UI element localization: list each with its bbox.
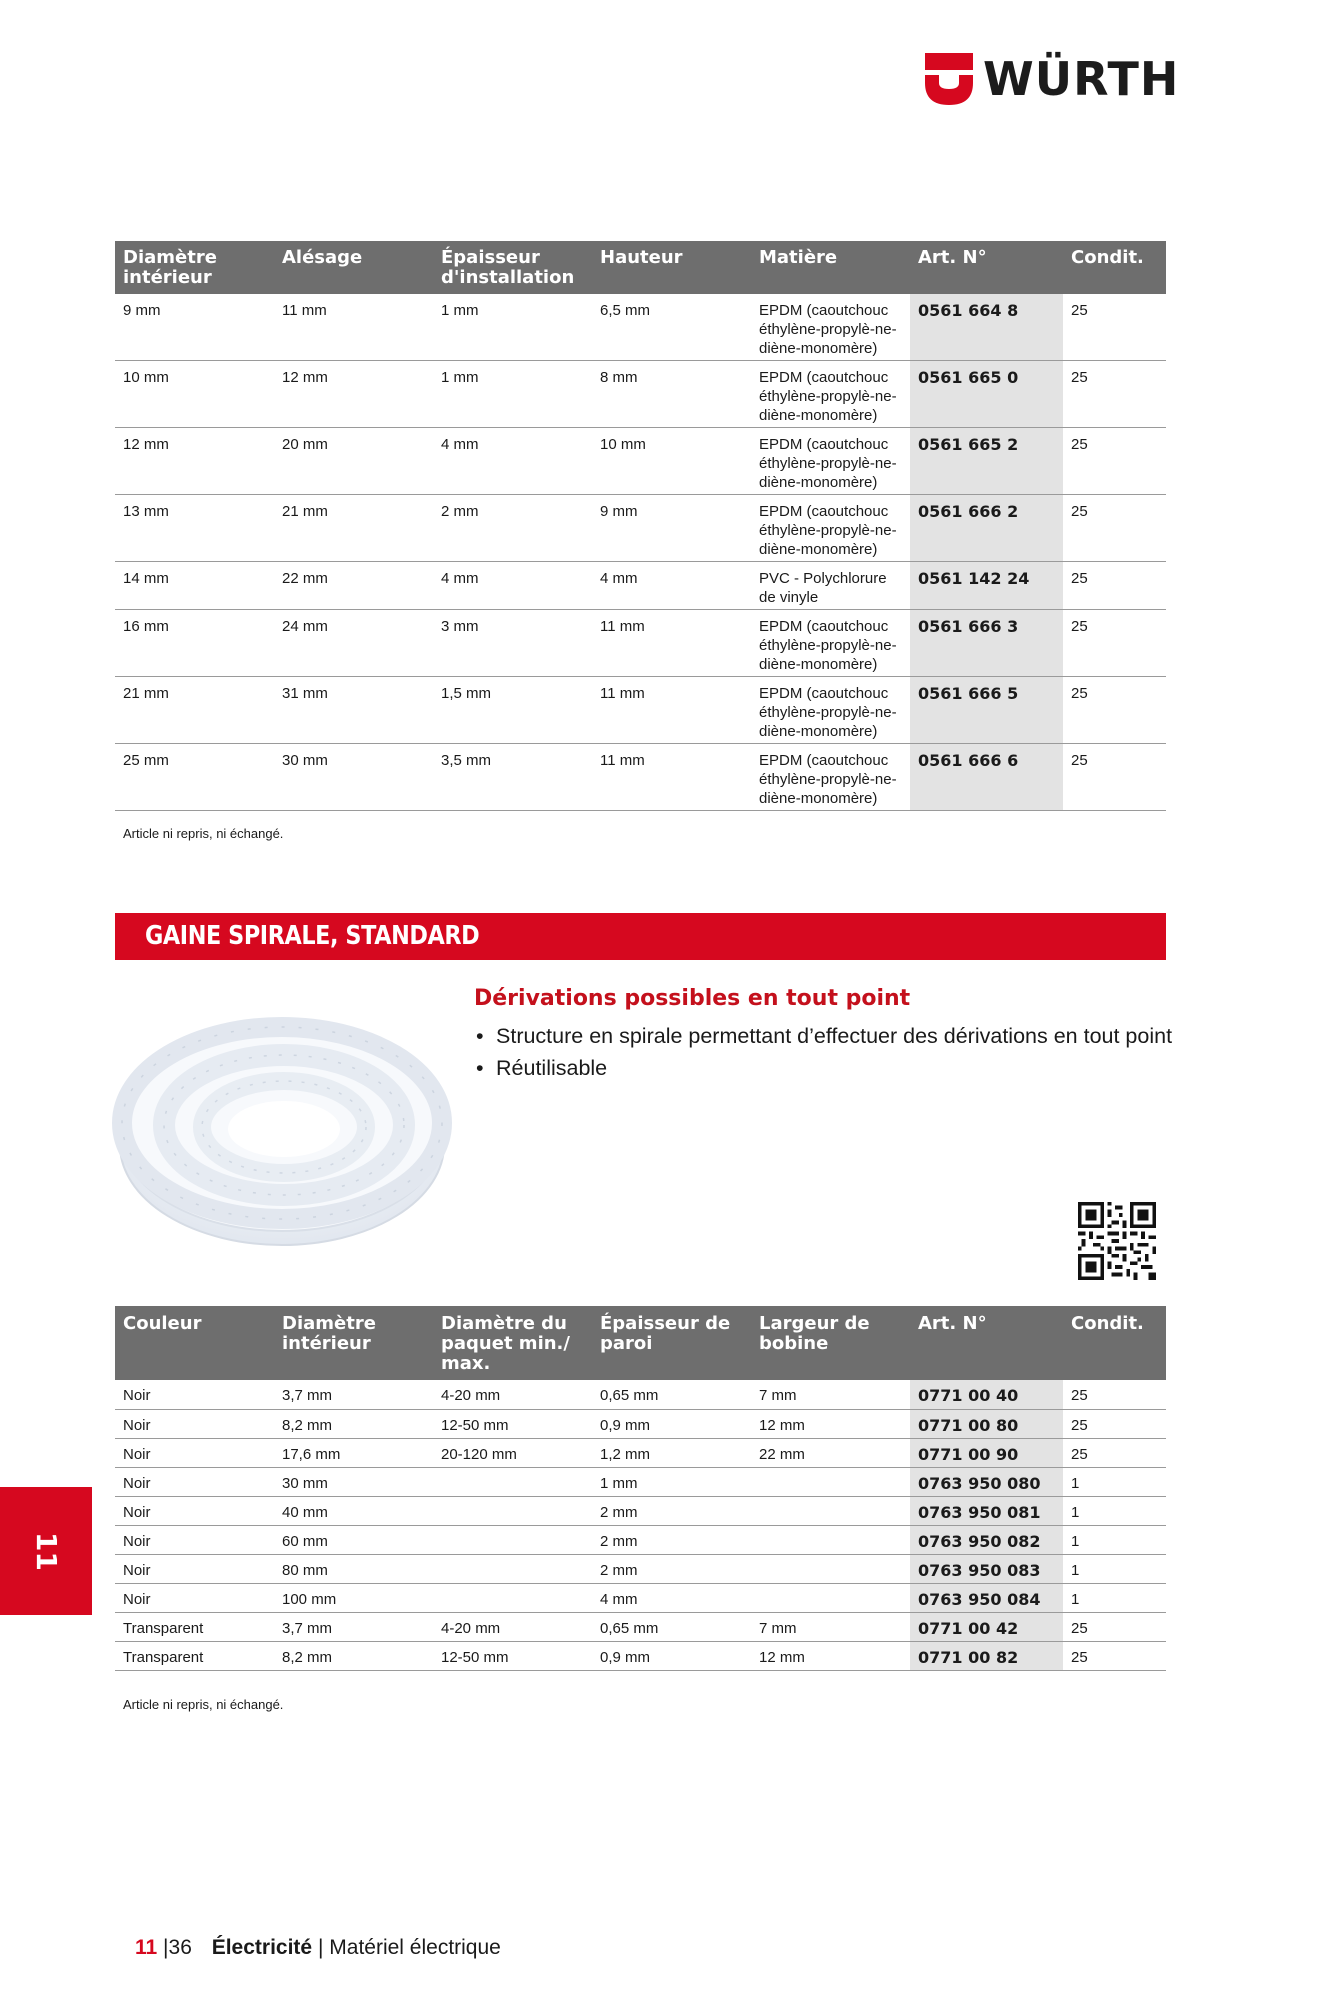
color-cell: Noir — [115, 1554, 274, 1583]
diameter-cell: 17,6 mm — [274, 1438, 433, 1467]
table-row — [115, 1467, 1166, 1496]
bundle-cell: 12-50 mm — [433, 1409, 592, 1438]
article-number-cell: 0561 664 8 — [910, 294, 1063, 361]
section-banner — [115, 913, 1166, 960]
height-cell: 11 mm — [592, 744, 751, 811]
diameter-cell: 3,7 mm — [274, 1612, 433, 1641]
material-cell: EPDM (caoutchouc éthylène-propylè-ne-diène-monomère) — [751, 495, 910, 562]
header-cell: Diamètre intérieur — [115, 241, 274, 294]
color-cell: Transparent — [115, 1612, 274, 1641]
table-row — [115, 744, 1166, 811]
wall-cell: 2 mm — [592, 1525, 751, 1554]
height-cell: 11 mm — [592, 610, 751, 677]
diameter-cell: 3,7 mm — [274, 1380, 433, 1409]
article-number-cell: 0561 666 2 — [910, 495, 1063, 562]
article-number-cell: 0561 142 24 — [910, 562, 1063, 610]
thickness-cell: 1 mm — [433, 361, 592, 428]
list-item: • Réutilisable — [474, 1052, 1172, 1084]
thickness-cell: 3,5 mm — [433, 744, 592, 811]
table-row — [115, 1525, 1166, 1554]
table-row — [115, 1409, 1166, 1438]
table-row — [115, 1496, 1166, 1525]
material-cell: PVC - Polychlorure de vinyle — [751, 562, 910, 610]
page-footer — [135, 1936, 501, 1960]
article-number-cell: 0771 00 90 — [910, 1438, 1063, 1467]
color-cell: Noir — [115, 1525, 274, 1554]
material-cell: EPDM (caoutchouc éthylène-propylè-ne-diène-monomère) — [751, 428, 910, 495]
width-cell — [751, 1583, 910, 1612]
color-cell: Transparent — [115, 1641, 274, 1670]
article-number-cell: 0771 00 80 — [910, 1409, 1063, 1438]
table-row — [115, 1554, 1166, 1583]
article-number-cell: 0763 950 084 — [910, 1583, 1063, 1612]
width-cell: 7 mm — [751, 1612, 910, 1641]
chapter-number: 11 — [29, 1531, 63, 1571]
page-number: 36 — [168, 1936, 192, 1959]
diameter-cell: 100 mm — [274, 1583, 433, 1612]
width-cell — [751, 1496, 910, 1525]
bore-cell: 11 mm — [274, 294, 433, 361]
pack-cell: 25 — [1063, 495, 1166, 562]
pack-cell: 1 — [1063, 1496, 1166, 1525]
pack-cell: 25 — [1063, 428, 1166, 495]
header-cell: Alésage — [274, 241, 433, 294]
diameter-cell: 40 mm — [274, 1496, 433, 1525]
color-cell: Noir — [115, 1467, 274, 1496]
pack-cell: 25 — [1063, 361, 1166, 428]
bundle-cell — [433, 1467, 592, 1496]
material-cell: EPDM (caoutchouc éthylène-propylè-ne-diène-monomère) — [751, 677, 910, 744]
diameter-cell: 80 mm — [274, 1554, 433, 1583]
brand-name: WÜRTH — [983, 52, 1180, 106]
diameter-cell: 25 mm — [115, 744, 274, 811]
color-cell: Noir — [115, 1409, 274, 1438]
bundle-cell: 12-50 mm — [433, 1641, 592, 1670]
article-number-cell: 0763 950 082 — [910, 1525, 1063, 1554]
width-cell: 7 mm — [751, 1380, 910, 1409]
pack-cell: 25 — [1063, 562, 1166, 610]
pack-cell: 1 — [1063, 1583, 1166, 1612]
article-number-cell: 0561 665 0 — [910, 361, 1063, 428]
header-cell: Diamètre intérieur — [274, 1306, 433, 1380]
article-number-cell: 0771 00 82 — [910, 1641, 1063, 1670]
pack-cell: 1 — [1063, 1467, 1166, 1496]
article-number-cell: 0561 666 3 — [910, 610, 1063, 677]
pack-cell: 25 — [1063, 1380, 1166, 1409]
feature-title: Dérivations possibles en tout point — [474, 986, 911, 1011]
material-cell: EPDM (caoutchouc éthylène-propylè-ne-diène-monomère) — [751, 744, 910, 811]
bundle-cell: 4-20 mm — [433, 1612, 592, 1641]
table-row — [115, 562, 1166, 610]
bundle-cell — [433, 1496, 592, 1525]
table-row — [115, 1438, 1166, 1467]
width-cell: 22 mm — [751, 1438, 910, 1467]
header-cell: Condit. — [1063, 241, 1166, 294]
header-cell: Diamètre du paquet min./ max. — [433, 1306, 592, 1380]
article-number-cell: 0763 950 081 — [910, 1496, 1063, 1525]
width-cell — [751, 1525, 910, 1554]
footer-separator: | — [163, 1936, 169, 1959]
header-cell: Art. N° — [910, 241, 1063, 294]
color-cell: Noir — [115, 1380, 274, 1409]
table-header-row — [115, 1306, 1166, 1380]
bundle-cell: 20-120 mm — [433, 1438, 592, 1467]
color-cell: Noir — [115, 1496, 274, 1525]
wurth-logo-icon — [925, 53, 973, 105]
wall-cell: 4 mm — [592, 1583, 751, 1612]
table-header-row — [115, 241, 1166, 294]
table-row — [115, 677, 1166, 744]
wall-cell: 2 mm — [592, 1554, 751, 1583]
bore-cell: 24 mm — [274, 610, 433, 677]
wall-cell: 0,65 mm — [592, 1612, 751, 1641]
header-cell: Condit. — [1063, 1306, 1166, 1380]
height-cell: 11 mm — [592, 677, 751, 744]
table-row — [115, 495, 1166, 562]
pack-cell: 25 — [1063, 1641, 1166, 1670]
wall-cell: 1 mm — [592, 1467, 751, 1496]
pack-cell: 25 — [1063, 1612, 1166, 1641]
bundle-cell — [433, 1583, 592, 1612]
thickness-cell: 3 mm — [433, 610, 592, 677]
table-row — [115, 1641, 1166, 1670]
pack-cell: 25 — [1063, 677, 1166, 744]
diameter-cell: 60 mm — [274, 1525, 433, 1554]
list-item: • Structure en spirale permettant d’effectuer des dérivations en tout point — [474, 1020, 1172, 1052]
header-cell: Hauteur — [592, 241, 751, 294]
spiral-sleeve-image — [112, 985, 452, 1255]
qr-code-icon[interactable] — [1078, 1202, 1156, 1280]
thickness-cell: 1,5 mm — [433, 677, 592, 744]
diameter-cell: 14 mm — [115, 562, 274, 610]
article-number-cell: 0763 950 080 — [910, 1467, 1063, 1496]
wall-cell: 0,9 mm — [592, 1641, 751, 1670]
table1-note: Article ni repris, ni échangé. — [123, 826, 284, 841]
wall-cell: 2 mm — [592, 1496, 751, 1525]
pack-cell: 25 — [1063, 1409, 1166, 1438]
diameter-cell: 8,2 mm — [274, 1409, 433, 1438]
pack-cell: 25 — [1063, 294, 1166, 361]
feature-list — [474, 1020, 1172, 1084]
table2-note: Article ni repris, ni échangé. — [123, 1697, 284, 1712]
article-number-cell: 0561 666 6 — [910, 744, 1063, 811]
diameter-cell: 21 mm — [115, 677, 274, 744]
wurth-logo — [925, 52, 1179, 106]
bore-cell: 12 mm — [274, 361, 433, 428]
diameter-cell: 16 mm — [115, 610, 274, 677]
header-cell: Épaisseur de paroi — [592, 1306, 751, 1380]
width-cell: 12 mm — [751, 1641, 910, 1670]
thickness-cell: 1 mm — [433, 294, 592, 361]
footer-subsection: Matériel électrique — [329, 1936, 501, 1959]
width-cell: 12 mm — [751, 1409, 910, 1438]
article-number-cell: 0561 666 5 — [910, 677, 1063, 744]
material-cell: EPDM (caoutchouc éthylène-propylè-ne-diène-monomère) — [751, 361, 910, 428]
bore-cell: 20 mm — [274, 428, 433, 495]
bundle-cell — [433, 1554, 592, 1583]
table-row — [115, 1583, 1166, 1612]
article-number-cell: 0561 665 2 — [910, 428, 1063, 495]
diameter-cell: 30 mm — [274, 1467, 433, 1496]
diameter-cell: 13 mm — [115, 495, 274, 562]
height-cell: 9 mm — [592, 495, 751, 562]
section-title: GAINE SPIRALE, STANDARD — [145, 921, 480, 951]
wall-cell: 1,2 mm — [592, 1438, 751, 1467]
bore-cell: 30 mm — [274, 744, 433, 811]
bore-cell: 31 mm — [274, 677, 433, 744]
wall-cell: 0,9 mm — [592, 1409, 751, 1438]
height-cell: 6,5 mm — [592, 294, 751, 361]
diameter-cell: 10 mm — [115, 361, 274, 428]
bore-cell: 21 mm — [274, 495, 433, 562]
diameter-cell: 12 mm — [115, 428, 274, 495]
height-cell: 10 mm — [592, 428, 751, 495]
article-number-cell: 0771 00 40 — [910, 1380, 1063, 1409]
bundle-cell: 4-20 mm — [433, 1380, 592, 1409]
table-row — [115, 361, 1166, 428]
pack-cell: 1 — [1063, 1525, 1166, 1554]
table-row — [115, 428, 1166, 495]
material-cell: EPDM (caoutchouc éthylène-propylè-ne-diène-monomère) — [751, 294, 910, 361]
bundle-cell — [433, 1525, 592, 1554]
width-cell — [751, 1467, 910, 1496]
header-cell: Épaisseur d'installation — [433, 241, 592, 294]
color-cell: Noir — [115, 1438, 274, 1467]
wall-cell: 0,65 mm — [592, 1380, 751, 1409]
pack-cell: 25 — [1063, 610, 1166, 677]
color-cell: Noir — [115, 1583, 274, 1612]
pack-cell: 1 — [1063, 1554, 1166, 1583]
header-cell: Couleur — [115, 1306, 274, 1380]
width-cell — [751, 1554, 910, 1583]
seal-spec-table — [115, 241, 1166, 811]
article-number-cell: 0771 00 42 — [910, 1612, 1063, 1641]
header-cell: Matière — [751, 241, 910, 294]
table-row — [115, 1380, 1166, 1409]
article-number-cell: 0763 950 083 — [910, 1554, 1063, 1583]
table-row — [115, 294, 1166, 361]
pack-cell: 25 — [1063, 1438, 1166, 1467]
material-cell: EPDM (caoutchouc éthylène-propylè-ne-diène-monomère) — [751, 610, 910, 677]
footer-pipe: | — [317, 1936, 324, 1959]
table-row — [115, 610, 1166, 677]
pack-cell: 25 — [1063, 744, 1166, 811]
thickness-cell: 4 mm — [433, 428, 592, 495]
footer-section: Électricité — [211, 1936, 313, 1959]
height-cell: 4 mm — [592, 562, 751, 610]
header-cell: Largeur de bobine — [751, 1306, 910, 1380]
chapter-page: 11 — [135, 1936, 158, 1959]
table-row — [115, 1612, 1166, 1641]
thickness-cell: 2 mm — [433, 495, 592, 562]
header-cell: Art. N° — [910, 1306, 1063, 1380]
diameter-cell: 9 mm — [115, 294, 274, 361]
thickness-cell: 4 mm — [433, 562, 592, 610]
height-cell: 8 mm — [592, 361, 751, 428]
chapter-tab[interactable] — [0, 1487, 92, 1615]
spiral-sleeve-table — [115, 1306, 1166, 1671]
diameter-cell: 8,2 mm — [274, 1641, 433, 1670]
bore-cell: 22 mm — [274, 562, 433, 610]
